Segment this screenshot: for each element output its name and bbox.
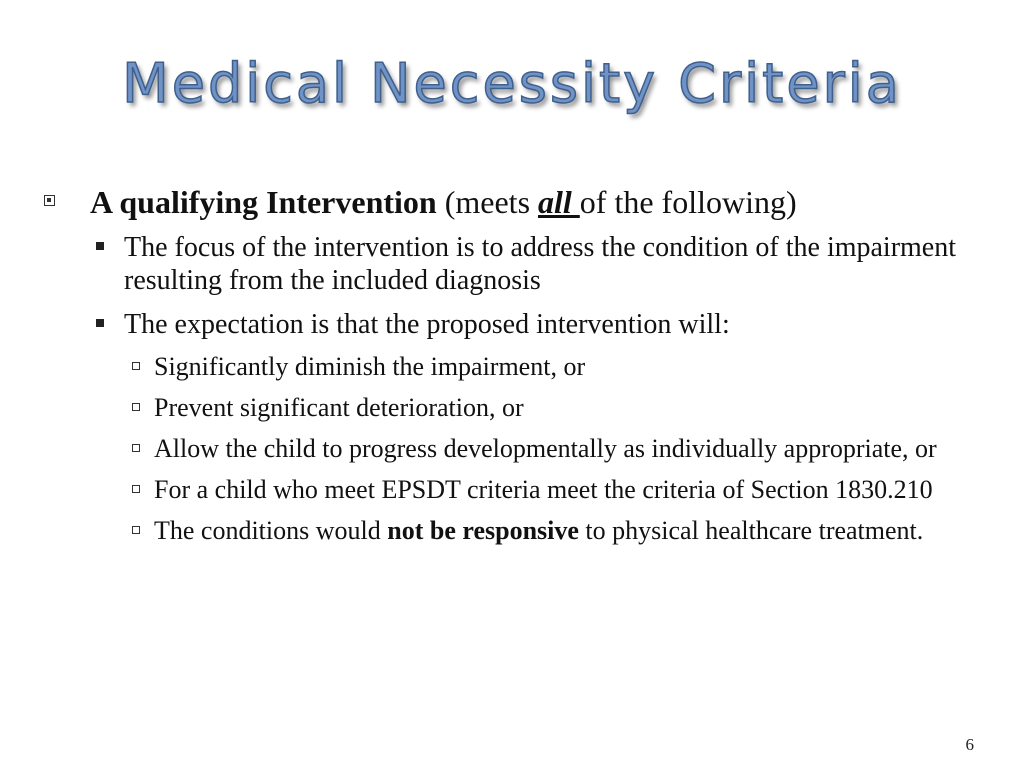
hollow-square-bullet-icon [132, 485, 140, 493]
bullet-text: For a child who meet EPSDT criteria meet the criteria of Section 1830.210 [154, 475, 933, 504]
hollow-square-bullet-icon [132, 526, 140, 534]
hollow-square-bullet-icon [132, 444, 140, 452]
bullet-level3-not-responsive [154, 514, 1004, 547]
hollow-square-bullet-icon [132, 403, 140, 411]
bold-lead-text: A qualifying Intervention [90, 184, 437, 220]
bullet-text: The expectation is that the proposed intervention will: [124, 309, 730, 340]
bullet-text: Significantly diminish the impairment, or [154, 352, 586, 381]
filled-square-bullet-icon [96, 319, 104, 327]
bullet-text: The focus of the intervention is to address the condition of the impairment resulting from the included diagnosis [124, 232, 957, 296]
bullet-level1-qualifying-intervention [44, 183, 1004, 222]
bullet-level3-diminish [154, 350, 1004, 383]
bullet-level2-focus [124, 231, 1004, 297]
square-bullet-icon [44, 195, 55, 206]
hollow-square-bullet-icon [132, 362, 140, 370]
paren-rest-text: of the following) [579, 184, 797, 220]
bullet-text-bold: not be responsive [387, 516, 579, 545]
bullet-text: Allow the child to progress developmentally as individually appropriate, or [154, 434, 937, 463]
bullet-level3-epsdt [154, 473, 1004, 506]
bullet-text-pre: The conditions would [154, 516, 388, 545]
slide-title: Medical Necessity Criteria [122, 52, 902, 115]
page-number: 6 [965, 735, 974, 754]
bullet-level3-prevent [154, 391, 1004, 424]
bullet-text-post: to physical healthcare treatment. [578, 516, 924, 545]
emphasis-all-text: all [538, 184, 580, 220]
bullet-text: Prevent significant deterioration, or [154, 393, 524, 422]
bullet-level2-expectation [124, 308, 1004, 341]
filled-square-bullet-icon [96, 242, 104, 250]
paren-open-text: (meets [436, 184, 539, 220]
slide-body [44, 183, 1004, 547]
bullet-level3-progress [154, 432, 1004, 465]
